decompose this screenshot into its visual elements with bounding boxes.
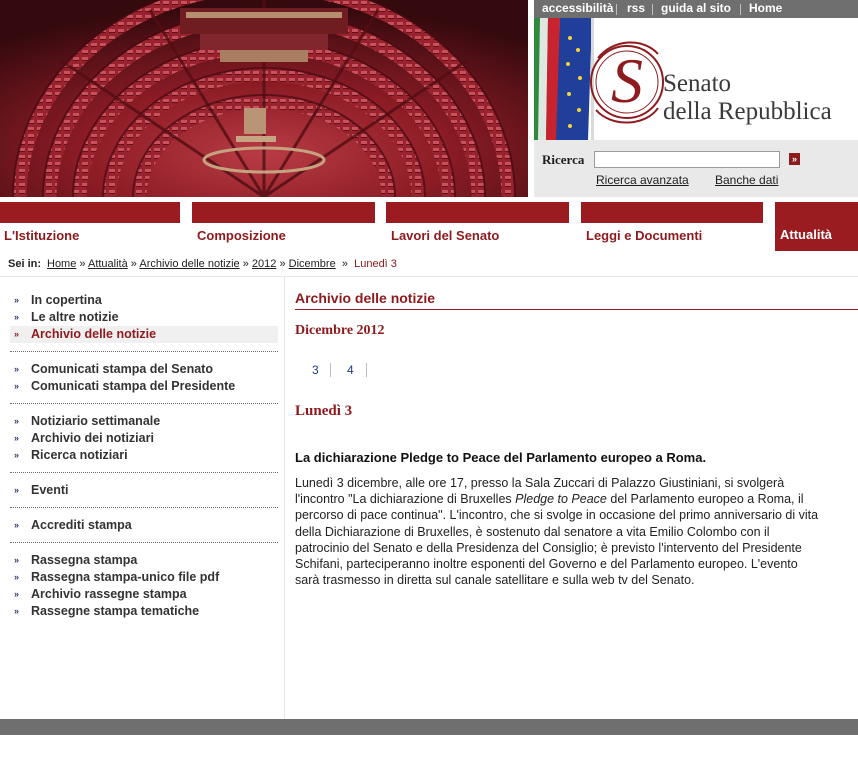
arrow-right-icon: » <box>14 555 20 565</box>
sidebar-item-comunicati-presidente[interactable] <box>10 378 278 395</box>
breadcrumb-separator: » <box>341 258 348 270</box>
sidebar-item-label: Archivio dei notiziari <box>31 431 154 445</box>
article-line: Lunedì 3 dicembre, alle ore 17, presso la Sala Zuccari di Palazzo Giustiniani, si svolgerà <box>295 476 785 490</box>
article-text: l'incontro "La dichiarazione di Bruxelles <box>295 492 516 507</box>
nav-tab-label: L'Istituzione <box>4 228 80 243</box>
breadcrumb <box>0 258 858 275</box>
separator <box>740 4 741 15</box>
breadcrumb-separator: » <box>130 258 137 270</box>
brand-name-line1: Senato <box>663 70 732 97</box>
section-rule <box>295 309 858 310</box>
breadcrumb-separator: » <box>279 258 286 270</box>
dotted-divider <box>10 507 278 508</box>
accessibility-link[interactable]: accessibilità <box>542 1 614 15</box>
dotted-divider <box>10 403 278 404</box>
nav-tab-leggi[interactable] <box>581 202 763 251</box>
nav-tab-label: Composizione <box>197 228 286 243</box>
nav-tab-bar <box>386 202 569 223</box>
sidebar-item-comunicati-senato[interactable] <box>10 361 278 378</box>
sidebar-item-label: Comunicati stampa del Presidente <box>31 379 236 393</box>
nav-tab-attualita[interactable] <box>775 202 858 251</box>
sidebar-item-label: Archivio rassegne stampa <box>31 587 187 601</box>
breadcrumb-separator: » <box>79 258 86 270</box>
article-line: patrocinio del Senato e della Presidenza del Consiglio; è previsto l'intervento del Presidente <box>295 540 802 555</box>
article-line: percorso di pace continua". L'incontro, che si svolge in occasione del primo anniversario di vita <box>295 508 819 523</box>
day-separator <box>330 363 331 377</box>
arrow-down-icon: » <box>14 329 20 339</box>
arrow-right-icon: » <box>14 312 20 322</box>
sidebar-item-archivio-notiziari[interactable] <box>10 430 278 447</box>
separator <box>616 4 617 15</box>
arrow-right-icon: » <box>14 381 20 391</box>
breadcrumb-label: Sei in: <box>8 258 42 270</box>
sidebar-item-archivio-notizie[interactable] <box>10 326 278 343</box>
separator <box>652 4 653 15</box>
breadcrumb-attualita[interactable]: Attualità <box>87 258 128 270</box>
sidebar-item-in-copertina[interactable] <box>10 292 278 309</box>
breadcrumb-year[interactable]: 2012 <box>251 258 277 270</box>
sidebar <box>0 277 285 719</box>
article-text: del Parlamento europeo a Roma, il <box>606 492 804 507</box>
nav-tab-lavori[interactable] <box>386 202 569 251</box>
nav-tab-label: Lavori del Senato <box>391 228 500 243</box>
sidebar-item-label: Comunicati stampa del Senato <box>31 362 213 376</box>
arrow-right-icon: » <box>14 520 20 530</box>
nav-tab-istituzione[interactable] <box>0 202 180 251</box>
breadcrumb-archivio[interactable]: Archivio delle notizie <box>139 258 240 270</box>
svg-text:S: S <box>611 45 643 116</box>
breadcrumb-current: Lunedì 3 <box>354 258 397 270</box>
arrow-right-icon: » <box>14 433 20 443</box>
sidebar-item-rassegna-stampa[interactable] <box>10 552 278 569</box>
sidebar-item-archivio-rassegne[interactable] <box>10 586 278 603</box>
header-chamber-image <box>0 0 528 197</box>
article-line: Schifani, parteciperanno inoltre esponenti del Governo e del Parlamento europeo. L'evento <box>295 557 798 572</box>
home-link[interactable]: Home <box>749 1 783 15</box>
arrow-right-icon: » <box>14 606 20 616</box>
sidebar-item-ricerca-notiziari[interactable] <box>10 447 278 464</box>
article-line: della Dichiarazione di Bruxelles, è sostenuto dal senatore a vita Emilio Colombo con il <box>295 524 770 539</box>
arrow-right-icon: » <box>14 572 20 582</box>
sidebar-item-label: Notiziario settimanale <box>31 414 161 428</box>
sidebar-item-label: Eventi <box>31 483 69 497</box>
arrow-right-icon: » <box>14 485 20 495</box>
sidebar-item-rassegne-tematiche[interactable] <box>10 603 278 620</box>
breadcrumb-month[interactable]: Dicembre <box>288 258 336 270</box>
day-separator <box>366 363 367 377</box>
breadcrumb-home[interactable]: Home <box>47 258 77 270</box>
sidebar-item-eventi[interactable] <box>10 482 278 499</box>
search-go-button[interactable]: » <box>789 153 800 165</box>
day-link-4[interactable]: 4 <box>347 363 354 377</box>
article-emphasis: Pledge to Peace <box>515 492 607 507</box>
breadcrumb-separator: » <box>242 258 249 270</box>
sidebar-item-accrediti-stampa[interactable] <box>10 517 278 534</box>
article-line <box>295 491 858 507</box>
main-content <box>295 277 858 719</box>
sidebar-item-label: Rassegna stampa <box>31 553 138 567</box>
search-input[interactable] <box>594 151 780 168</box>
utility-bar <box>534 0 858 18</box>
advanced-search-link[interactable]: Ricerca avanzata <box>596 173 689 187</box>
sidebar-item-notiziario-settimanale[interactable] <box>10 413 278 430</box>
nav-tab-bar <box>192 202 375 223</box>
sidebar-item-rassegna-pdf[interactable] <box>10 569 278 586</box>
sidebar-item-label: Le altre notizie <box>31 310 119 324</box>
article-title: La dichiarazione Pledge to Peace del Parlamento europeo a Roma. <box>295 450 707 465</box>
site-guide-link[interactable]: guida al sito <box>661 1 732 15</box>
section-title: Archivio delle notizie <box>295 290 436 306</box>
sidebar-item-label: Rassegna stampa-unico file pdf <box>31 570 220 584</box>
arrow-right-icon: » <box>14 450 20 460</box>
footer-bar <box>0 719 858 735</box>
sidebar-item-label: Archivio delle notizie <box>31 327 157 341</box>
rss-link[interactable]: rss <box>627 1 646 15</box>
senate-logo-block[interactable] <box>534 18 858 140</box>
nav-tab-bar <box>581 202 763 223</box>
nav-tab-bar <box>0 202 180 223</box>
nav-tab-label: Leggi e Documenti <box>586 228 703 243</box>
brand-name-line2: della Repubblica <box>663 98 832 125</box>
chamber-illustration <box>0 0 528 197</box>
search-label: Ricerca <box>542 152 585 167</box>
dotted-divider <box>10 351 278 352</box>
arrow-right-icon: » <box>14 364 20 374</box>
article-body <box>295 475 858 588</box>
month-title: Dicembre 2012 <box>295 323 385 338</box>
dotted-divider <box>10 542 278 543</box>
sidebar-item-label: In copertina <box>31 293 102 307</box>
databases-link[interactable]: Banche dati <box>715 173 779 187</box>
sidebar-item-label: Accrediti stampa <box>31 518 132 532</box>
sidebar-item-label: Rassegne stampa tematiche <box>31 604 200 618</box>
nav-tab-label: Attualità <box>780 227 832 242</box>
search-panel <box>534 140 858 197</box>
sidebar-item-label: Ricerca notiziari <box>31 448 128 462</box>
arrow-right-icon: » <box>14 589 20 599</box>
nav-tab-composizione[interactable] <box>192 202 375 251</box>
article-line: sarà trasmesso in diretta sul canale satellitare e sulla web tv del Senato. <box>295 573 695 588</box>
arrow-right-icon: » <box>14 416 20 426</box>
arrow-right-icon: » <box>14 295 20 305</box>
day-title: Lunedì 3 <box>295 403 353 419</box>
day-link-3[interactable]: 3 <box>312 363 319 377</box>
dotted-divider <box>10 472 278 473</box>
sidebar-item-altre-notizie[interactable] <box>10 309 278 326</box>
